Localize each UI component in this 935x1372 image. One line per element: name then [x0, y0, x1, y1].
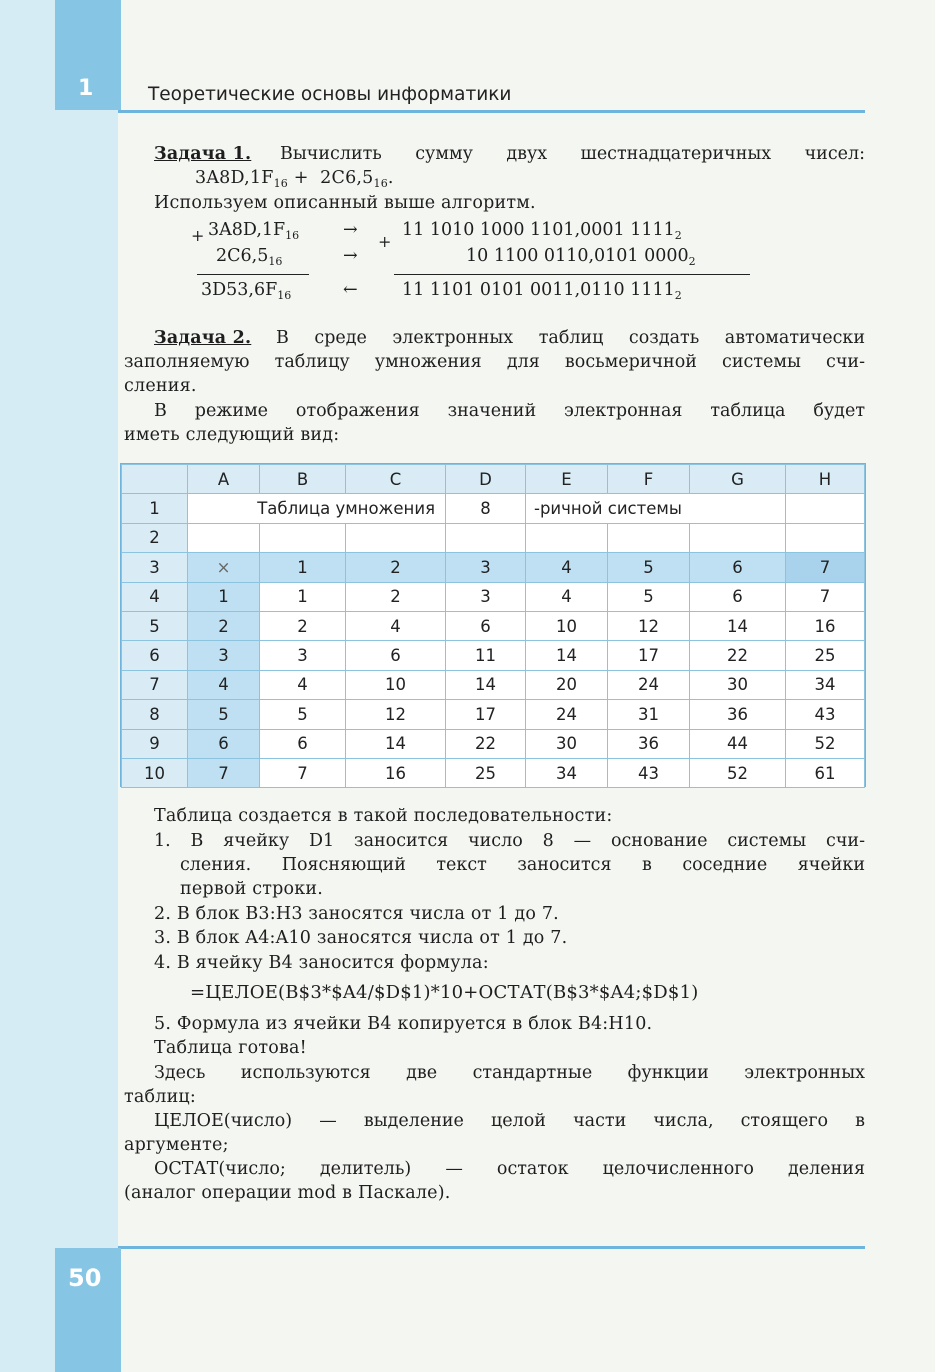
subscript: 16	[273, 177, 288, 190]
base-suffix-cell: -ричной системы	[526, 494, 786, 523]
function-1-line-2: аргументе;	[124, 1135, 229, 1155]
product-cell: 10	[346, 670, 446, 699]
bin-result	[402, 280, 682, 302]
product-cell: 20	[526, 670, 608, 699]
table-row	[122, 670, 865, 699]
column-header: B	[260, 465, 346, 494]
step-1-line-1: 1. В ячейку D1 заносится число 8 — основание системы счи-	[154, 831, 865, 851]
product-cell: 22	[446, 729, 526, 758]
column-header: A	[188, 465, 260, 494]
hex-operand-2	[216, 246, 282, 268]
row-number: 2	[122, 523, 188, 552]
product-cell: 4	[260, 670, 346, 699]
multiplier-cell: 2	[346, 553, 446, 582]
multiplier-cell: 4	[526, 553, 608, 582]
task2-line-3: сления.	[124, 376, 197, 396]
bin-value: 11 1010 1000 1101,0001 1111	[402, 220, 675, 240]
product-cell: 12	[608, 611, 690, 640]
product-cell: 16	[346, 758, 446, 787]
product-cell: 10	[526, 611, 608, 640]
footer-rule	[118, 1246, 865, 1249]
step-1-line-2: сления. Поясняющий текст заносится в соседние ячейки	[180, 855, 865, 875]
subscript: 16	[373, 177, 388, 190]
product-cell: 6	[690, 582, 786, 611]
task1-expr-a: 3A8D,1F	[195, 168, 274, 188]
table-row	[122, 758, 865, 787]
product-cell: 5	[608, 582, 690, 611]
bin-operand-1	[402, 220, 682, 242]
multiplicand-cell: 6	[188, 729, 260, 758]
product-cell: 52	[786, 729, 865, 758]
hex-sum-rule	[197, 274, 309, 275]
product-cell: 14	[346, 729, 446, 758]
row-number: 5	[122, 611, 188, 640]
multiplier-cell: 1	[260, 553, 346, 582]
product-cell: 17	[446, 700, 526, 729]
table-row	[122, 582, 865, 611]
steps-intro: Таблица создается в такой последовательности:	[154, 806, 613, 826]
step-3: 3. В блок A4:A10 заносятся числа от 1 до 7.	[154, 928, 568, 948]
column-header: H	[786, 465, 865, 494]
product-cell: 25	[786, 641, 865, 670]
table-row	[122, 700, 865, 729]
product-cell: 61	[786, 758, 865, 787]
product-cell: 44	[690, 729, 786, 758]
bin-sum-rule	[394, 274, 750, 275]
product-cell: 12	[346, 700, 446, 729]
step-4: 4. В ячейку B4 заносится формула:	[154, 953, 489, 973]
product-cell: 7	[786, 582, 865, 611]
product-cell: 3	[260, 641, 346, 670]
multiplier-cell: 5	[608, 553, 690, 582]
functions-intro-line-1: Здесь используются две стандартные функции электронных	[154, 1063, 865, 1083]
page-margin-band	[0, 0, 118, 1372]
subscript: 2	[688, 255, 696, 268]
product-cell: 43	[786, 700, 865, 729]
step-2: 2. В блок B3:H3 заносятся числа от 1 до 7.	[154, 904, 559, 924]
table-row	[122, 729, 865, 758]
product-cell: 31	[608, 700, 690, 729]
function-2-line-1: ОСТАТ(число; делитель) — остаток целочисленного деления	[154, 1159, 865, 1179]
column-header: C	[346, 465, 446, 494]
product-cell: 5	[260, 700, 346, 729]
product-cell: 11	[446, 641, 526, 670]
product-cell: 52	[690, 758, 786, 787]
multiplication-table	[121, 464, 865, 788]
hex-value: 3D53,6F	[201, 280, 278, 300]
bin-plus-sign: +	[378, 232, 392, 251]
hex-operand-1	[208, 220, 299, 242]
product-cell: 14	[690, 611, 786, 640]
task1-expr-b: 2C6,5	[320, 168, 374, 188]
arrow-left: ←	[343, 280, 358, 300]
multiplier-cell: 7	[786, 553, 865, 582]
task1-heading	[154, 144, 251, 164]
chapter-number: 1	[78, 76, 94, 101]
multiplicand-cell: 5	[188, 700, 260, 729]
empty-cell	[260, 523, 346, 552]
bin-operand-2	[466, 246, 696, 268]
table-row	[122, 611, 865, 640]
product-cell: 2	[260, 611, 346, 640]
table-ready-note: Таблица готова!	[154, 1038, 307, 1058]
product-cell: 34	[526, 758, 608, 787]
multiplicand-cell: 4	[188, 670, 260, 699]
hex-plus-sign: +	[191, 226, 205, 245]
plus-sign: +	[293, 168, 309, 188]
product-cell: 4	[346, 611, 446, 640]
empty-cell	[608, 523, 690, 552]
multiplier-cell: 6	[690, 553, 786, 582]
product-cell: 22	[690, 641, 786, 670]
empty-cell	[786, 523, 865, 552]
multiplicand-cell: 7	[188, 758, 260, 787]
column-header: D	[446, 465, 526, 494]
row-number: 8	[122, 700, 188, 729]
period: .	[387, 168, 394, 188]
product-cell: 34	[786, 670, 865, 699]
functions-intro-line-2: таблиц:	[124, 1087, 196, 1107]
base-cell-d1: 8	[446, 494, 526, 523]
spreadsheet	[120, 463, 866, 787]
subscript: 16	[285, 229, 300, 242]
product-cell: 36	[608, 729, 690, 758]
task1-algorithm-note: Используем описанный выше алгоритм.	[154, 193, 536, 213]
column-header: F	[608, 465, 690, 494]
empty-cell	[786, 494, 865, 523]
product-cell: 1	[260, 582, 346, 611]
bin-value: 10 1100 0110,0101 0000	[466, 246, 689, 266]
subscript: 2	[674, 289, 682, 302]
hex-value: 2C6,5	[216, 246, 269, 266]
product-cell: 4	[526, 582, 608, 611]
multiplier-cell: 3	[446, 553, 526, 582]
task1-expression	[195, 168, 394, 190]
subscript: 16	[277, 289, 292, 302]
product-cell: 24	[526, 700, 608, 729]
product-cell: 14	[526, 641, 608, 670]
task1-label: Задача 1.	[154, 144, 252, 164]
bin-value: 11 1101 0101 0011,0110 1111	[402, 280, 675, 300]
task2-label: Задача 2.	[154, 328, 252, 348]
product-cell: 14	[446, 670, 526, 699]
row-number: 9	[122, 729, 188, 758]
hex-value: 3A8D,1F	[208, 220, 286, 240]
corner-cell	[122, 465, 188, 494]
multiplier-header-row	[122, 553, 865, 582]
row-number: 7	[122, 670, 188, 699]
step-1-line-3: первой строки.	[180, 879, 324, 899]
empty-cell	[346, 523, 446, 552]
product-cell: 6	[260, 729, 346, 758]
product-cell: 2	[346, 582, 446, 611]
column-header-row	[122, 465, 865, 494]
empty-cell	[188, 523, 260, 552]
product-cell: 7	[260, 758, 346, 787]
product-cell: 6	[346, 641, 446, 670]
product-cell: 43	[608, 758, 690, 787]
task1-text: Вычислить сумму двух шестнадцатеричных чисел:	[280, 144, 865, 164]
product-cell: 30	[526, 729, 608, 758]
product-cell: 36	[690, 700, 786, 729]
empty-cell	[526, 523, 608, 552]
subscript: 2	[674, 229, 682, 242]
arrow-right-2: →	[343, 246, 358, 266]
table-row	[122, 494, 865, 523]
column-header: G	[690, 465, 786, 494]
hex-result	[201, 280, 291, 302]
arrow-right-1: →	[343, 220, 358, 240]
product-cell: 17	[608, 641, 690, 670]
task2-line-1: В среде электронных таблиц создать автоматически	[276, 328, 865, 348]
subscript: 16	[268, 255, 283, 268]
table-title-cell: Таблица умножения	[188, 494, 446, 523]
multiplicand-cell: 2	[188, 611, 260, 640]
running-header-title: Теоретические основы информатики	[148, 84, 512, 105]
product-cell: 3	[446, 582, 526, 611]
step-5: 5. Формула из ячейки B4 копируется в блок B4:H10.	[154, 1014, 653, 1034]
task2-line-2: заполняемую таблицу умножения для восьмеричной системы счи-	[124, 352, 865, 372]
column-header: E	[526, 465, 608, 494]
function-2-line-2: (аналог операции mod в Паскале).	[124, 1183, 451, 1203]
product-cell: 6	[446, 611, 526, 640]
product-cell: 30	[690, 670, 786, 699]
task2-line-4: В режиме отображения значений электронная таблица будет	[154, 401, 865, 421]
product-cell: 24	[608, 670, 690, 699]
row-number: 3	[122, 553, 188, 582]
empty-cell	[690, 523, 786, 552]
product-cell: 25	[446, 758, 526, 787]
empty-cell	[446, 523, 526, 552]
row-number: 6	[122, 641, 188, 670]
task2-heading	[154, 328, 251, 348]
times-sign-cell: ×	[188, 553, 260, 582]
header-rule	[118, 110, 865, 113]
table-row	[122, 523, 865, 552]
row-number: 1	[122, 494, 188, 523]
multiplicand-cell: 3	[188, 641, 260, 670]
product-cell: 16	[786, 611, 865, 640]
row-number: 10	[122, 758, 188, 787]
table-row	[122, 641, 865, 670]
function-1-line-1: ЦЕЛОЕ(число) — выделение целой части числа, стоящего в	[154, 1111, 865, 1131]
page-number: 50	[68, 1264, 102, 1292]
task2-line-5: иметь следующий вид:	[124, 425, 340, 445]
formula: =ЦЕЛОЕ(B$3*$A4/$D$1)*10+ОСТАТ(B$3*$A4;$D$1)	[190, 982, 699, 1003]
row-number: 4	[122, 582, 188, 611]
multiplicand-cell: 1	[188, 582, 260, 611]
